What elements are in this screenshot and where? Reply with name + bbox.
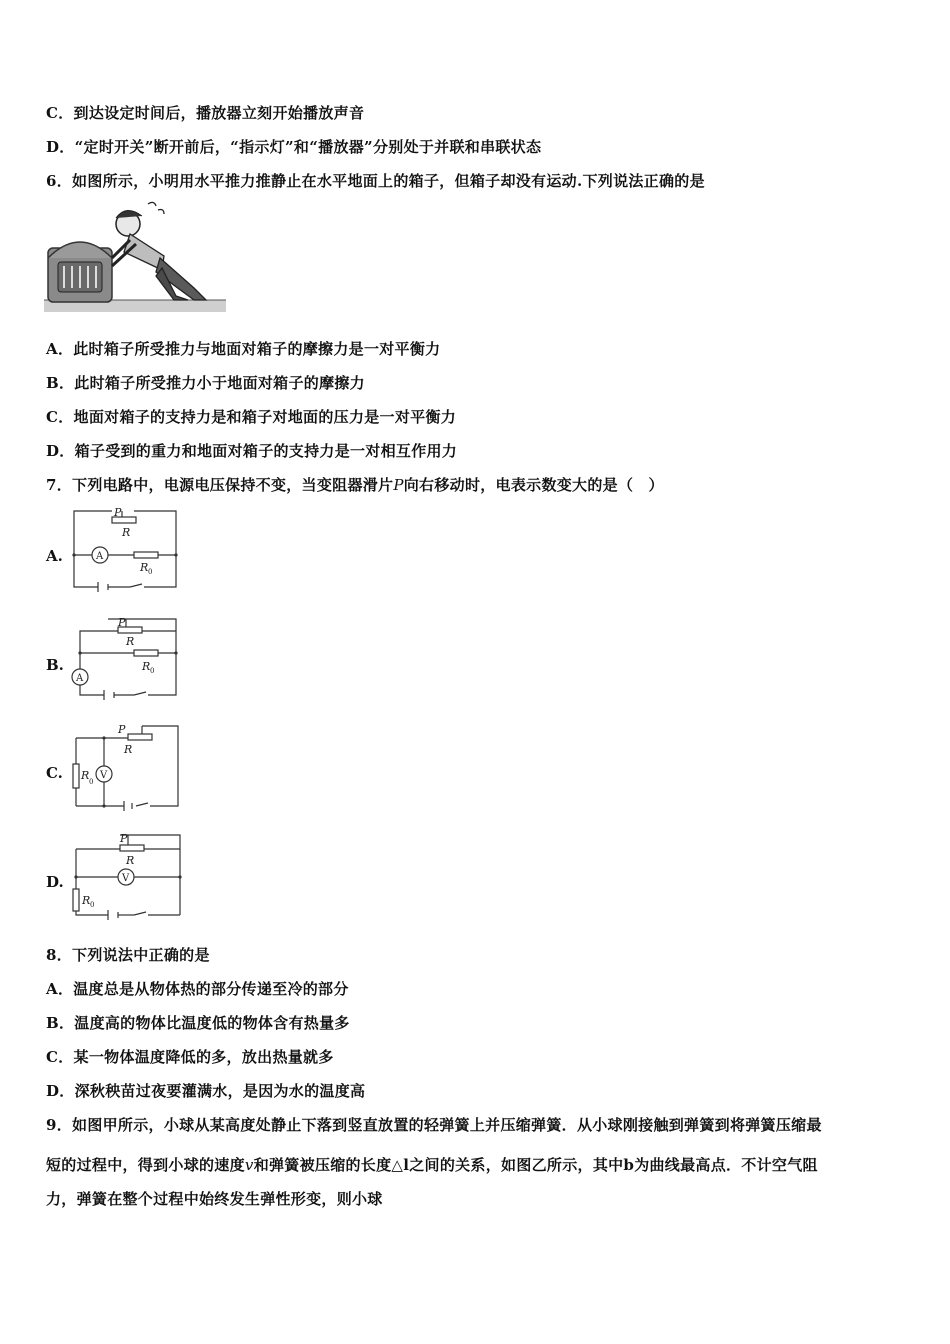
q6-option-b: B．此时箱子所受推力小于地面对箱子的摩擦力: [46, 374, 365, 392]
q5-option-c: C．到达设定时间后，播放器立刻开始播放声音: [46, 104, 365, 122]
q6-stem: 6．如图所示，小明用水平推力推静止在水平地面上的箱子，但箱子却没有运动.下列说法正确的是: [46, 172, 705, 190]
circuit-b-p-label: P: [118, 616, 126, 629]
q9-line-2-post: 和弹簧被压缩的长度△l之间的关系，如图乙所示，其中b为曲线最高点．不计空气阻: [253, 1156, 818, 1174]
circuit-a-ammeter-label: A: [96, 551, 104, 562]
q7-stem-pre: 7．下列电路中，电源电压保持不变，当变阻器滑片: [46, 476, 394, 494]
circuit-c-p-label: P: [118, 723, 126, 736]
q6-option-d: D．箱子受到的重力和地面对箱子的支持力是一对相互作用力: [46, 442, 458, 460]
circuit-b-diagram: [68, 613, 184, 703]
circuit-c-r0-sub: 0: [89, 778, 94, 786]
circuit-c-label: C.: [46, 764, 63, 782]
q8-option-d: D．深秋秧苗过夜要灌满水，是因为水的温度高: [46, 1082, 366, 1100]
circuit-b-ammeter-label: A: [76, 673, 84, 684]
q7-stem-p: P: [393, 476, 404, 494]
q9-line-2: [46, 1154, 818, 1175]
circuit-d-r0-label: R: [82, 894, 91, 907]
circuit-d-p-label: P: [120, 832, 128, 845]
circuit-b-r0-sub: 0: [150, 667, 155, 675]
q8-option-b: B．温度高的物体比温度低的物体含有热量多: [46, 1014, 350, 1032]
circuit-d-voltmeter-label: V: [122, 873, 130, 884]
circuit-a-p-label: P: [114, 506, 122, 519]
circuit-d-r0-sub: 0: [90, 901, 95, 909]
q6-illustration: [44, 196, 226, 312]
q8-option-c: C．某一物体温度降低的多，放出热量就多: [46, 1048, 334, 1066]
q5-option-d: D．“定时开关”断开前后，“指示灯”和“播放器”分别处于并联和串联状态: [46, 138, 542, 156]
circuit-d-label: D.: [46, 873, 64, 891]
box-shape: [48, 242, 112, 302]
circuit-a-r-label: R: [122, 526, 131, 539]
q9-line-3: 力，弹簧在整个过程中始终发生弹性形变，则小球: [46, 1190, 383, 1208]
q6-option-c: C．地面对箱子的支持力是和箱子对地面的压力是一对平衡力: [46, 408, 457, 426]
q7-stem: [46, 474, 664, 495]
q7-stem-post: 向右移动时，电表示数变大的是（ ）: [403, 476, 664, 494]
circuit-a-r0-label: R: [140, 561, 149, 574]
circuit-c-r0-label: R: [81, 769, 90, 782]
circuit-b-r-label: R: [126, 635, 135, 648]
circuit-d-diagram: [68, 831, 186, 923]
circuit-c-voltmeter-label: V: [100, 770, 108, 781]
circuit-b-label: B.: [46, 656, 64, 674]
circuit-b-r0-label: R: [142, 660, 151, 673]
q9-line-1: 9．如图甲所示，小球从某高度处静止下落到竖直放置的轻弹簧上并压缩弹簧．从小球刚接触到弹簧到将弹簧压缩最: [46, 1116, 822, 1134]
circuit-a-diagram: [68, 505, 184, 595]
q9-line-2-pre: 短的过程中，得到小球的速度: [46, 1156, 245, 1174]
circuit-a-label: A.: [46, 547, 63, 565]
q9-velocity-symbol: v: [244, 1156, 254, 1174]
q8-stem: 8．下列说法中正确的是: [46, 946, 210, 964]
circuit-a-r0-sub: 0: [148, 568, 153, 576]
circuit-c-diagram: [68, 722, 184, 814]
circuit-d-r-label: R: [126, 854, 135, 867]
q8-option-a: A．温度总是从物体热的部分传递至冷的部分: [46, 980, 349, 998]
circuit-c-r-label: R: [124, 743, 133, 756]
q6-option-a: A．此时箱子所受推力与地面对箱子的摩擦力是一对平衡力: [46, 340, 441, 358]
